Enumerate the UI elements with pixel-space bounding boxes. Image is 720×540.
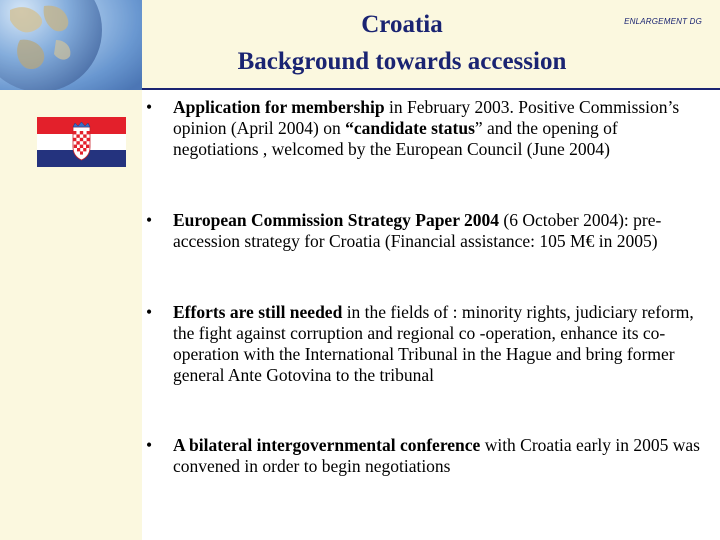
coat-of-arms-icon	[73, 122, 90, 160]
list-item: • European Commission Strategy Paper 2004 (6 October 2004): pre-accession strategy for Croatia (Financial assistance: 105 M€ in 2005)	[146, 210, 702, 302]
list-item: • Application for membership in February 2003. Positive Commission’s opinion (April 2004) on “candidate status” and the opening of negotiations , welcomed by the European Council (June 2004)	[146, 97, 702, 210]
title-line-1: Croatia	[361, 11, 443, 38]
bullet-list	[146, 97, 702, 477]
globe-image	[0, 0, 142, 90]
enlargement-dg-label: ENLARGEMENT DG	[624, 17, 702, 26]
header-divider	[142, 88, 720, 90]
croatia-flag	[37, 117, 126, 167]
title-line-2: Background towards accession	[237, 48, 567, 75]
list-item: • A bilateral intergovernmental conference with Croatia early in 2005 was convened in order to begin negotiations	[146, 435, 702, 477]
page-title	[142, 6, 662, 80]
list-item: • Efforts are still needed in the fields of : minority rights, judiciary reform, the fight against corruption and regional co -operation, enhance its co-operation with the International Tribunal in the Hague and bring former general Ante Gotovina to the tribunal	[146, 302, 702, 435]
